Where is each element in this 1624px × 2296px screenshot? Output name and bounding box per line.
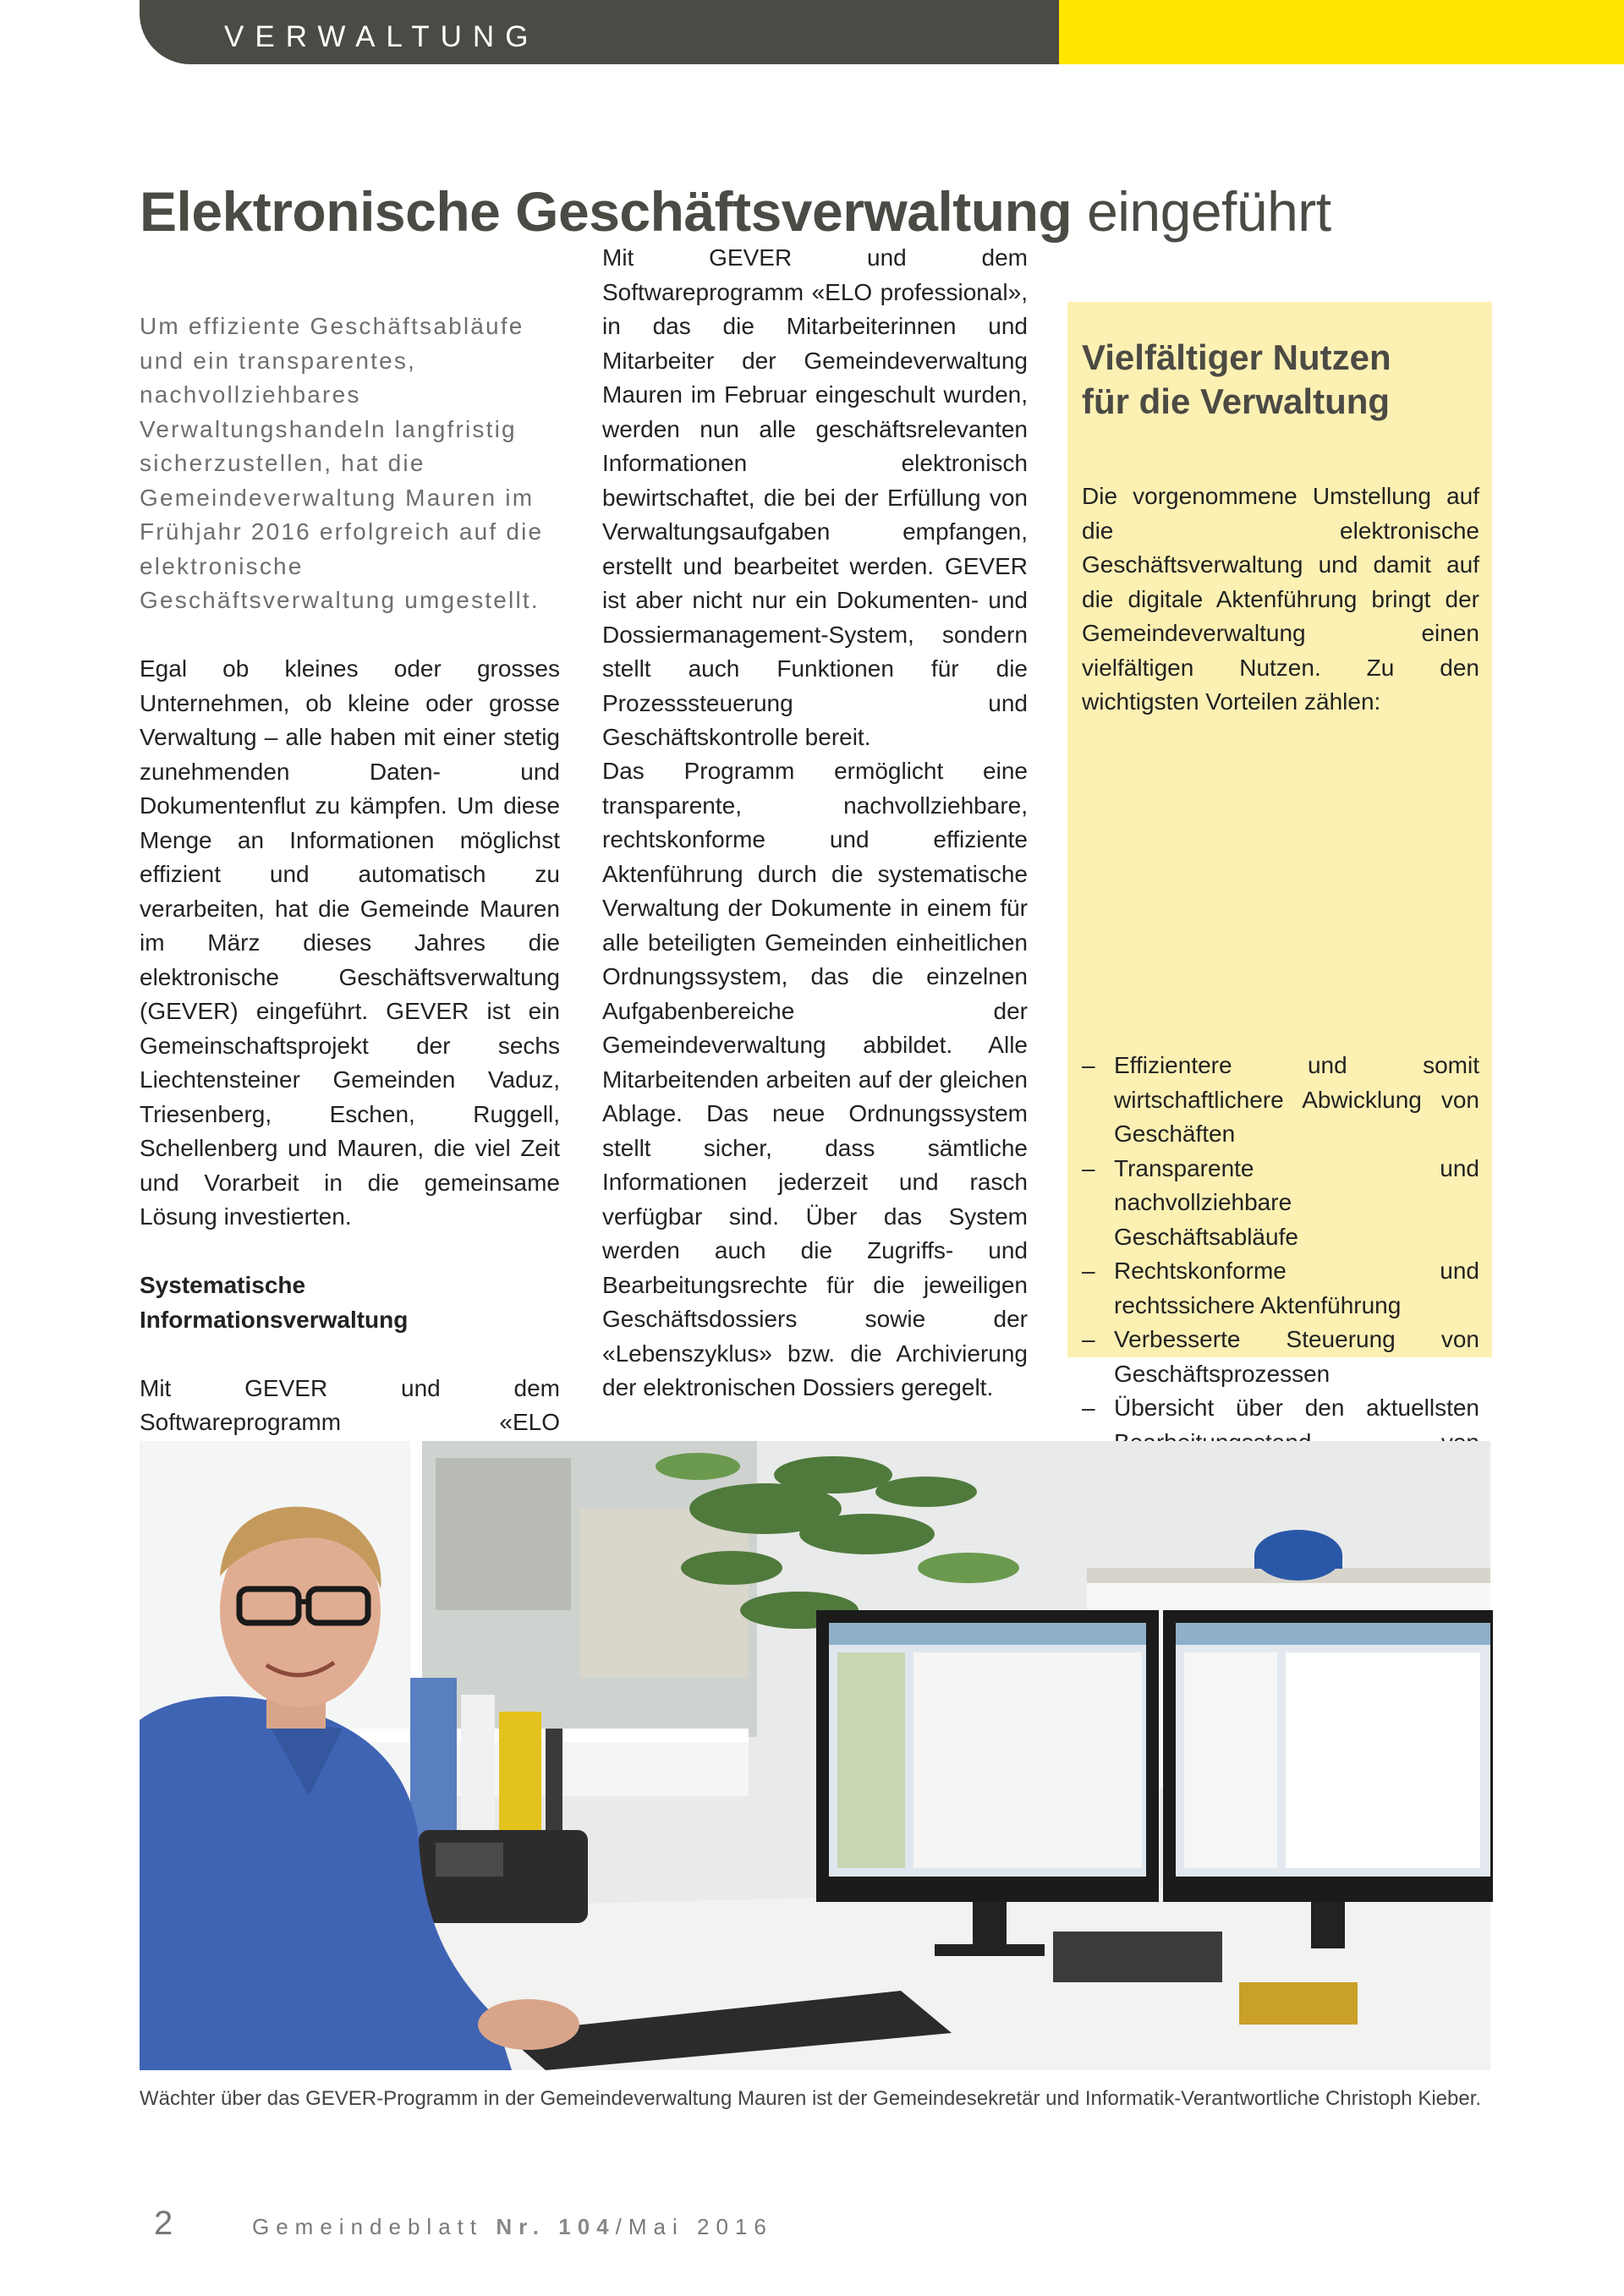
list-item: – Übersicht über den aktuellsten bbox=[1082, 1391, 1479, 1494]
article-paragraph: Mit GEVER und dem Softwareprogramm «ELO professional», in das die Mitarbeiterinnen und Mitarbeiter der Gemeindeverwaltung Mauren im Februar eingeschult wurden, werden nun alle geschäftsrelevanten Informationen elektronisch bewirtschaftet, die bei der Erfüllung von Verwaltungsaufgaben empfangen, erstellt und bearbeitet werden. GEVER ist aber nicht nur ein Dokumenten- und Dossiermanagement-System, sondern stellt auch Funktionen für die Prozesssteuerung und Geschäftskontrolle bereit. bbox=[602, 244, 1028, 750]
article-title bbox=[140, 179, 1493, 244]
article-paragraph: Mit GEVER und dem Softwareprogramm «ELO bbox=[140, 1374, 560, 1435]
footer-publication bbox=[252, 2214, 773, 2240]
article-title-bold: Elektronische Geschäftsverwaltung bbox=[140, 180, 1073, 243]
article-column-2 bbox=[602, 244, 1028, 1439]
article-lead: Um effiziente Geschäftsabläufe und ein transparentes, nachvollziehbares Verwaltungshandeln langfristig sicherzustellen, hat die Gemeindeverwaltung Mauren im Frühjahr 2016 erfolgreich auf die elektronische Geschäftsverwaltung umgestellt. bbox=[140, 313, 544, 613]
article-paragraph: Das Programm ermöglicht eine transparente, nachvollziehbare, rechtskonforme und effiziente Aktenführung durch die systematische Verwaltung der Dokumente in einem für alle beteiligten Gemeinden einheitlichen Ordnungssystem, das die einzelnen Aufgabenbereiche der Gemeindeverwaltung abbildet. Alle Mitarbeitenden arbeiten auf der gleichen Ablage. Das neue Ordnungssystem stellt sicher, dass sämtliche Informationen jederzeit und rasch verfügbar sind. Über das System werden auch die Zugriffs- und Bearbeitungsrechte für die jeweiligen Geschäftsdossiers sowie der «Lebenszyklus» bzw. die Archivierung der elektronischen Dossiers geregelt. bbox=[602, 758, 1028, 1400]
issue-number: Nr. 104 bbox=[496, 2214, 616, 2239]
article-column-1 bbox=[140, 310, 560, 1440]
info-box-title bbox=[1082, 336, 1479, 424]
info-box-intro: Die vorgenommene Umstellung auf die elektronische Geschäftsverwaltung und damit auf die digitale Aktenführung bringt der Gemeindeverwaltung einen vielfältigen Nutzen. Zu den wichtigsten Vorteilen zählen: bbox=[1082, 483, 1479, 715]
info-box-title-line: für die Verwaltung bbox=[1082, 381, 1391, 421]
article-paragraph: Egal ob kleines oder grosses Unternehmen, ob kleine oder grosse Verwaltung – alle haben mit einer stetig zunehmenden Daten- und Dokumentenflut zu kämpfen. Um diese Menge an Informationen möglichst effizient und automatisch zu verarbeiten, hat die Gemeinde Mauren im März dieses Jahres die elektronische Geschäftsverwaltung (GEVER) eingeführt. GEVER ist ein Gemeinschaftsprojekt der sechs Liechtensteiner Gemeinden Vaduz, Triesenberg, Eschen, Ruggell, Schellenberg und Mauren, die viel Zeit und Vorarbeit in die gemeinsame Lösung investierten. bbox=[140, 655, 560, 1230]
photo-caption: Wächter über das GEVER-Programm in der Gemeindeverwaltung Mauren ist der Gemeindesekretär und Informatik-Verantwortliche Christoph Kieber. bbox=[140, 2087, 1482, 2110]
article-subheading: Systematische Informationsverwaltung bbox=[140, 1272, 409, 1333]
article-paragraph-continued bbox=[602, 244, 1028, 750]
list-item: – Effizientere und somit wirtschaftlichere Abwicklung von Geschäften bbox=[1082, 1049, 1479, 1152]
info-box bbox=[1067, 302, 1492, 1421]
page-number: 2 bbox=[154, 2205, 173, 2242]
info-box-title-line: Vielfältiger Nutzen bbox=[1082, 337, 1391, 377]
list-item: – Verbesserte Steuerung von Geschäftsprozessen bbox=[1082, 1323, 1479, 1391]
list-item: – Transparente und nachvollziehbare Geschäftsabläufe bbox=[1082, 1152, 1479, 1255]
list-item: – Rechtskonforme und rechtssichere Aktenführung bbox=[1082, 1254, 1479, 1323]
article-title-light: eingeführt bbox=[1087, 180, 1331, 243]
header-accent-bar bbox=[1059, 0, 1624, 64]
issue-date: /Mai 2016 bbox=[615, 2214, 773, 2239]
article-photo bbox=[140, 1441, 1490, 2070]
publication-name: Gemeindeblatt bbox=[252, 2214, 484, 2239]
section-label: VERWALTUNG bbox=[224, 20, 540, 53]
